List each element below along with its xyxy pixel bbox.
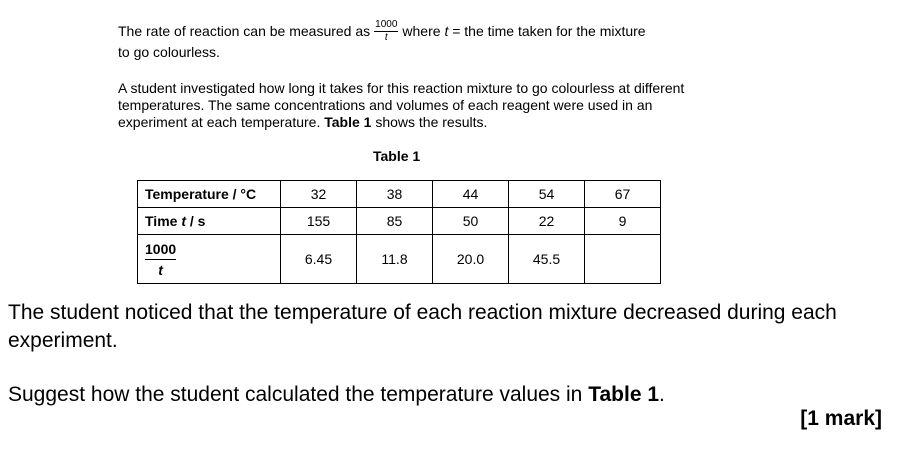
time-cell: 155	[281, 208, 357, 235]
temperature-cell: 44	[433, 181, 509, 208]
results-table	[137, 180, 661, 284]
time-cell: 50	[433, 208, 509, 235]
question-table-reference: Table 1	[588, 383, 660, 406]
rate-fraction-numerator: 1000	[375, 18, 398, 30]
method-text-end: shows the results.	[375, 114, 488, 130]
time-cell: 9	[585, 208, 661, 235]
rate-cell: 45.5	[509, 235, 585, 284]
time-cell: 22	[509, 208, 585, 235]
rate-fraction	[374, 20, 398, 43]
time-cell: 85	[357, 208, 433, 235]
rate-row	[138, 235, 661, 284]
method-table-reference: Table 1	[324, 114, 372, 130]
table-caption: Table 1	[373, 148, 421, 164]
question-text-end: .	[659, 383, 665, 406]
method-text: A student investigated how long it takes for this reaction mixture to go colourless at different temperatures. The same concentrations and volumes of each reagent were used in an experiment at each temperature.	[118, 80, 685, 130]
rate-header-fraction	[145, 241, 176, 278]
time-row	[138, 208, 661, 235]
question-text	[8, 381, 888, 409]
intro-text-after: = the time taken for the mixture	[452, 22, 646, 39]
temperature-cell: 54	[509, 181, 585, 208]
time-header	[138, 208, 281, 235]
rate-header	[138, 235, 281, 284]
temperature-header: Temperature / °C	[138, 181, 281, 208]
rate-header-numerator: 1000	[145, 241, 176, 260]
intro-variable-t: t	[444, 22, 449, 39]
rate-cell: 20.0	[433, 235, 509, 284]
marks-label: [1 mark]	[800, 407, 882, 430]
question-text-main: Suggest how the student calculated the temperature values in	[8, 383, 583, 406]
time-header-variable: t	[181, 213, 186, 229]
intro-text-where: where	[402, 22, 441, 39]
method-paragraph	[118, 80, 698, 131]
temperature-row	[138, 181, 661, 208]
time-header-label: Time	[145, 213, 178, 229]
time-header-unit: / s	[189, 213, 206, 229]
temperature-cell: 67	[585, 181, 661, 208]
rate-cell: 6.45	[281, 235, 357, 284]
rate-header-denominator: t	[158, 261, 163, 278]
rate-fraction-denominator: t	[384, 31, 388, 43]
intro-line-2: to go colourless.	[118, 44, 220, 60]
intro-text-before-fraction: The rate of reaction can be measured as	[118, 22, 371, 39]
temperature-cell: 32	[281, 181, 357, 208]
rate-cell: 11.8	[357, 235, 433, 284]
temperature-cell: 38	[357, 181, 433, 208]
observation-text: The student noticed that the temperature of each reaction mixture decreased during each experiment.	[8, 301, 837, 352]
rate-cell-empty[interactable]	[585, 235, 661, 284]
intro-text	[118, 18, 718, 61]
intro-line-1	[118, 18, 718, 44]
